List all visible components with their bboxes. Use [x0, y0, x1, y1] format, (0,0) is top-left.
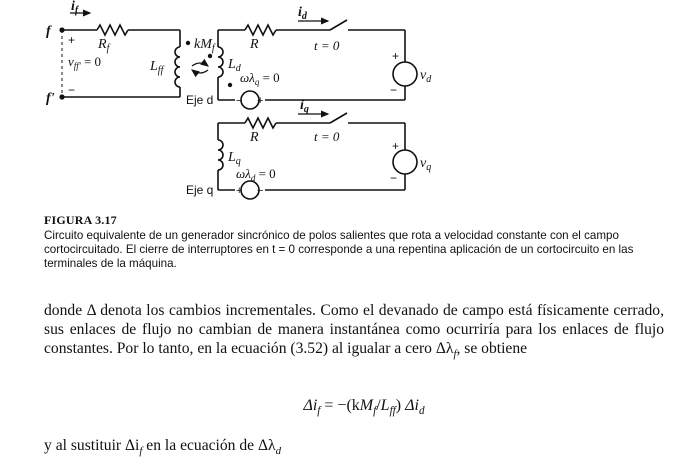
- svg-text:vff' = 0: $v_{ff'} = 0$: [68, 54, 102, 71]
- svg-text:Rf: $R_f$: [98, 37, 110, 54]
- svg-text:Lff: $L_{ff}$: [150, 59, 164, 76]
- svg-text:−: −: [68, 83, 76, 97]
- svg-text:iq: $i_q$: [300, 98, 309, 115]
- svg-text:Eje d: Eje d: [186, 93, 214, 107]
- svg-text:−: −: [257, 185, 264, 197]
- svg-text:Ld: $L_d$: [228, 57, 241, 74]
- switch-q: [330, 113, 347, 123]
- svg-text:ωλd = 0: $\omega\lambda_d = 0$: [236, 166, 276, 183]
- svg-text:+: +: [392, 139, 400, 153]
- svg-text:−: −: [390, 171, 398, 185]
- svg-text:+: +: [392, 49, 400, 63]
- svg-text:+: +: [68, 33, 76, 47]
- svg-text:+: +: [257, 95, 264, 107]
- svg-text:+: +: [236, 185, 243, 197]
- svg-text:kMf: $kM_f$: [194, 37, 215, 54]
- body-last-line: y al sustituir $\Delta i_f$ en la ecuación de $\Delta\lambda_d$: [44, 437, 282, 458]
- inductor-ld: [218, 47, 223, 77]
- resistor-r-d: [245, 25, 276, 35]
- switch-d: [330, 20, 347, 30]
- inductor-lq: [218, 140, 223, 170]
- svg-text:t = 0: t = 0: [314, 129, 340, 144]
- svg-text:−: −: [236, 95, 243, 107]
- svg-text:f': f': [46, 91, 55, 106]
- resistor-rf: [97, 25, 128, 35]
- svg-text:R: R: [250, 130, 259, 145]
- inductor-lff: [175, 47, 180, 87]
- svg-text:Lq: $L_q$: [228, 150, 241, 167]
- circuit-diagram: [0, 0, 688, 210]
- figure-label: FIGURA 3.17: [44, 213, 117, 227]
- svg-text:−: −: [390, 83, 398, 97]
- svg-text:f: f: [46, 24, 51, 39]
- svg-text:if: $i_f$: [71, 0, 79, 16]
- svg-text:t = 0: t = 0: [314, 38, 340, 53]
- svg-text:ωλq = 0: $\omega\lambda_q = 0$: [240, 70, 280, 87]
- svg-text:R: R: [250, 37, 259, 52]
- svg-text:Eje q: Eje q: [186, 183, 214, 197]
- svg-text:vd: $v_d$: [420, 68, 432, 85]
- figure-caption: Circuito equivalente de un generador sincrónico de polos salientes que rota a velocidad constante con el campo cortocircuitado. El cierre de interruptores en t = 0 corresponde a una repentina aplicación de un cortocircuito en las terminales de la máquina.: [44, 229, 634, 270]
- body-paragraph: donde Δ denota los cambios incrementales. Como el devanado de campo está físicamente cerrado, sus enlaces de flujo no cambian de manera instantánea como ocurriría para los enlaces de flujo constantes. Por lo tanto, en la ecuación (3.52) al igualar a cero $\Delta\lambda_f$, se obtiene: [44, 302, 664, 361]
- resistor-r-q: [245, 118, 276, 128]
- svg-text:vq: $v_q$: [420, 156, 432, 173]
- svg-text:id: $i_d$: [298, 5, 307, 22]
- equation: $\Delta i_f = -(kM_f/L_{ff})$ $\Delta i_d$: [303, 397, 425, 418]
